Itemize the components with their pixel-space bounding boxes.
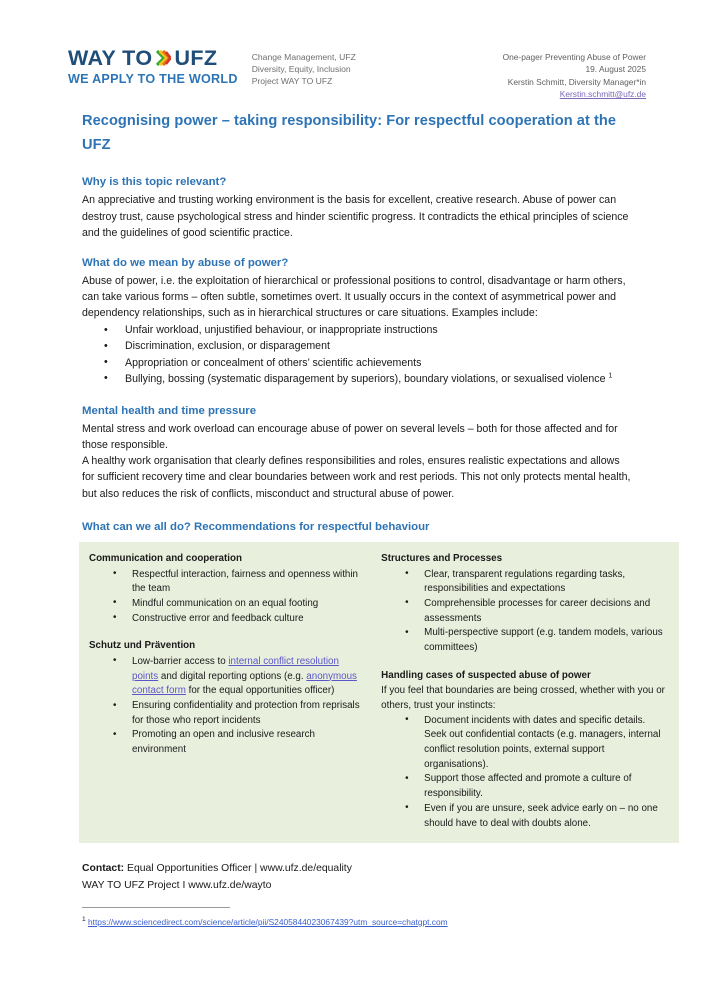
header-meta-doc-type: One-pager Preventing Abuse of Power: [502, 52, 646, 62]
contact-line-2: WAY TO UFZ Project I www.ufz.de/wayto: [82, 879, 272, 891]
section-recommendations: [82, 519, 665, 843]
rec-block-communication: [89, 552, 365, 626]
logo-wordmark: [68, 48, 238, 70]
logo-caption-line-2: Diversity, Equity, Inclusion: [251, 64, 351, 75]
multicolour-chevron-icon: [156, 49, 171, 71]
rec-subheading: Communication and cooperation: [89, 552, 242, 564]
footnote-separator: [82, 907, 230, 908]
logo-caption: [252, 51, 356, 88]
bullet-text-part: and digital reporting options (e.g.: [158, 670, 307, 682]
section-heading: What can we all do? Recommendations for respectful behaviour: [82, 520, 430, 533]
contact-line-1-text: Equal Opportunities Officer | www.ufz.de/equality: [124, 863, 352, 875]
list-item: [82, 355, 634, 371]
list-item: [82, 338, 634, 354]
header-meta-date: 19. August 2025: [585, 64, 646, 75]
logo-tagline: WE APPLY TO THE WORLD: [68, 71, 238, 86]
bullet-text-part: Low-barrier access to: [132, 655, 229, 667]
footnote-marker: 1: [608, 372, 613, 380]
recommendations-right-column: [377, 552, 665, 831]
list-item-text: Appropriation or concealment of others’ scientific achievements: [125, 356, 422, 369]
rec-block-schutz-praevention: [89, 639, 365, 758]
section-definition: [82, 255, 634, 387]
section-paragraph: Abuse of power, i.e. the exploitation of hierarchical or professional positions to control, disadvantage or harm others, can take various forms – often subtle, sometimes overt. It usually occurs in the context of asymmetrical power and dependency relationships, such as in hierarchical structures or care situations. Examples include:: [82, 274, 626, 320]
rec-intro-text: If you feel that boundaries are being crossed, whether with you or others, trust your instincts:: [381, 685, 665, 712]
list-item: • Document incidents with dates and specific details. Seek out confidential contacts (e.g. managers, internal conflict resolution points, external support organisations).: [381, 714, 665, 773]
section-paragraph: Mental stress and work overload can encourage abuse of power on several levels – both for those affected and for those responsible.: [82, 423, 618, 452]
section-heading: Mental health and time pressure: [82, 404, 257, 417]
list-item-text: Discrimination, exclusion, or disparagement: [125, 340, 330, 353]
footnote: [82, 915, 634, 929]
list-item: • Multi-perspective support (e.g. tandem models, various committees): [381, 626, 665, 655]
rec-bullet-list: [381, 714, 665, 832]
internal-conflict-resolution-points-link[interactable]: internal conflict resolution points: [132, 655, 339, 682]
page-title: Recognising power – taking responsibility: For respectful cooperation at the UFZ: [82, 113, 617, 153]
contact-footer: [82, 861, 634, 894]
footnote-source-link[interactable]: https://www.sciencedirect.com/science/article/pii/S2405844023067439?utm_source=chatgpt.com: [88, 916, 448, 927]
list-item-text: Bullying, bossing (systematic disparagement by superiors), boundary violations, or sexualised violence: [125, 372, 606, 385]
recommendations-left-column: [89, 552, 377, 831]
logo-wordmark-left: WAY TO: [68, 46, 153, 70]
document-content: [82, 110, 665, 929]
list-item: • Promoting an open and inclusive research environment: [89, 728, 365, 757]
bullet-text-part: for the equal opportunities officer): [185, 685, 335, 697]
rec-bullet-list: [89, 655, 365, 758]
contact-line-1: [82, 861, 634, 877]
logo-block: [68, 48, 356, 88]
list-item-text: Unfair workload, unjustified behaviour, or inappropriate instructions: [125, 324, 438, 337]
section-heading: What do we mean by abuse of power?: [82, 256, 289, 269]
list-item: • Even if you are unsure, seek advice early on – no one should have to deal with doubts alone.: [381, 802, 665, 831]
rec-subheading: Structures and Processes: [381, 552, 503, 564]
logo-caption-line-1: Change Management, UFZ: [251, 52, 356, 62]
header-meta: [503, 51, 646, 101]
header-meta-email-link[interactable]: Kerstin.schmitt@ufz.de: [559, 89, 646, 100]
document-header: [68, 48, 646, 101]
footnote-marker: 1: [82, 916, 86, 924]
list-item: • Comprehensible processes for career decisions and assessments: [381, 597, 665, 626]
section-mental-health: [82, 403, 634, 502]
contact-label: Contact:: [82, 863, 125, 875]
section-heading: Why is this topic relevant?: [82, 176, 227, 189]
rec-block-handling-cases: [381, 669, 665, 832]
logo-wordmark-right: UFZ: [174, 46, 218, 70]
anonymous-contact-form-link[interactable]: anonymous contact form: [132, 670, 357, 697]
list-item: [82, 371, 634, 387]
list-item: [82, 322, 634, 338]
definition-bullet-list: [82, 322, 634, 387]
list-item: • Support those affected and promote a culture of responsibility.: [381, 772, 665, 801]
section-why-relevant: [82, 174, 634, 241]
logo-caption-line-3: Project WAY TO UFZ: [251, 76, 333, 87]
rec-bullet-list: [89, 568, 365, 627]
list-item: • Clear, transparent regulations regarding tasks, responsibilities and expectations: [381, 568, 665, 597]
header-meta-author: Kerstin Schmitt, Diversity Manager*in: [507, 76, 646, 87]
recommendations-box: [79, 542, 679, 843]
list-item: • Respectful interaction, fairness and openness within the team: [89, 568, 365, 597]
section-paragraph: A healthy work organisation that clearly defines responsibilities and roles, ensures realistic expectations and allows for sufficient recovery time and clear boundaries between work and rest periods. This not only protects mental health, but also reduces the risk of conflicts, misconduct and structural abuse of power.: [82, 455, 631, 500]
way-to-ufz-logo: [68, 48, 238, 85]
rec-bullet-list: [381, 568, 665, 656]
rec-block-structures: [381, 552, 665, 656]
list-item: • Constructive error and feedback culture: [89, 612, 365, 627]
list-item: [89, 655, 365, 699]
list-item: • Ensuring confidentiality and protection from reprisals for those who report incidents: [89, 699, 365, 728]
rec-subheading: Schutz und Prävention: [89, 640, 196, 652]
list-item: • Mindful communication on an equal footing: [89, 597, 365, 612]
section-paragraph: An appreciative and trusting working environment is the basis for excellent, creative research. Abuse of power can destroy trust, cause psychological stress and hinder scientific progress. It contradicts the ethical principles of science and the guidelines of good scientific practice.: [82, 194, 629, 239]
rec-subheading: Handling cases of suspected abuse of power: [381, 669, 591, 681]
